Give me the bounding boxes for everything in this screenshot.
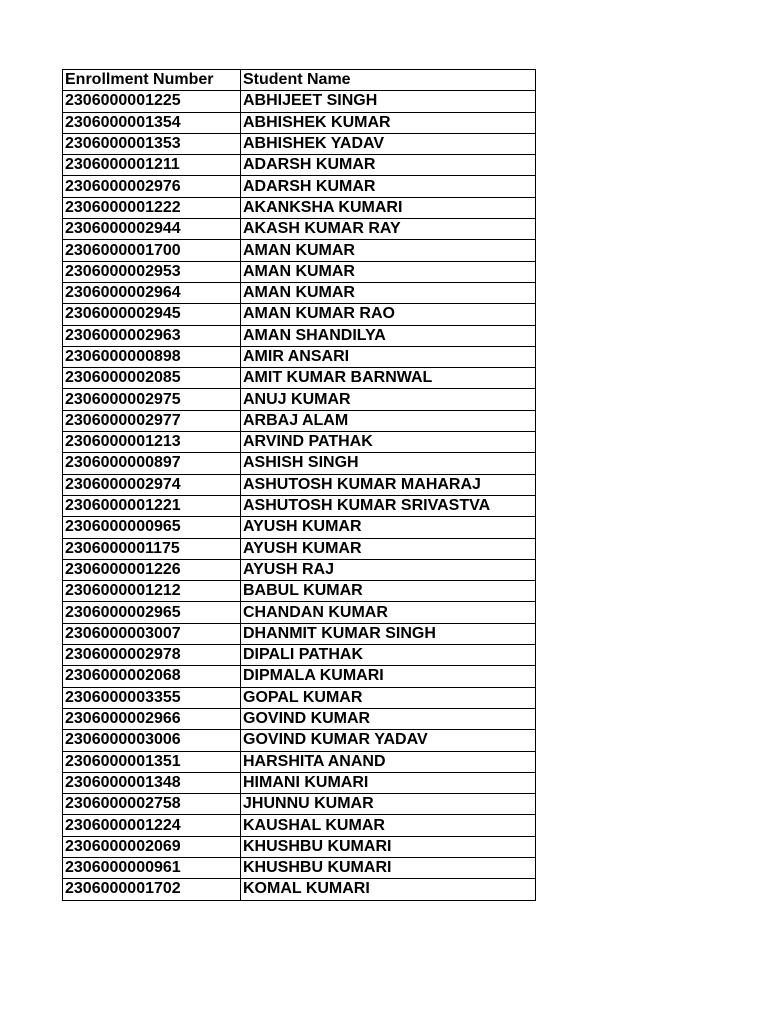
student-name-cell: GOVIND KUMAR YADAV — [241, 730, 536, 751]
student-name-cell: ARBAJ ALAM — [241, 410, 536, 431]
student-name-cell: HARSHITA ANAND — [241, 751, 536, 772]
student-name-cell: JHUNNU KUMAR — [241, 794, 536, 815]
table-row — [63, 133, 536, 154]
student-name-cell: KOMAL KUMARI — [241, 879, 536, 900]
student-name-cell: AYUSH KUMAR — [241, 517, 536, 538]
header-row — [63, 70, 536, 91]
student-name-cell: AMIR ANSARI — [241, 346, 536, 367]
table-row — [63, 836, 536, 857]
table-row — [63, 559, 536, 580]
student-name-cell: CHANDAN KUMAR — [241, 602, 536, 623]
enrollment-number-cell: 2306000002963 — [63, 325, 241, 346]
table-row — [63, 495, 536, 516]
student-name-cell: KHUSHBU KUMARI — [241, 836, 536, 857]
student-name-cell: ANUJ KUMAR — [241, 389, 536, 410]
table-row — [63, 751, 536, 772]
table-row — [63, 602, 536, 623]
student-name-cell: BABUL KUMAR — [241, 581, 536, 602]
student-name-header: Student Name — [241, 70, 536, 91]
enrollment-number-cell: 2306000002953 — [63, 261, 241, 282]
student-name-cell: AMAN KUMAR RAO — [241, 304, 536, 325]
table-row — [63, 432, 536, 453]
enrollment-number-cell: 2306000002977 — [63, 410, 241, 431]
table-body — [63, 91, 536, 900]
enrollment-number-cell: 2306000001226 — [63, 559, 241, 580]
table-row — [63, 474, 536, 495]
enrollment-number-cell: 2306000002974 — [63, 474, 241, 495]
table-row — [63, 687, 536, 708]
table-row — [63, 389, 536, 410]
enrollment-number-cell: 2306000001351 — [63, 751, 241, 772]
enrollment-number-cell: 2306000001211 — [63, 155, 241, 176]
table-row — [63, 581, 536, 602]
student-name-cell: DIPALI PATHAK — [241, 645, 536, 666]
table-row — [63, 708, 536, 729]
student-name-cell: AMAN SHANDILYA — [241, 325, 536, 346]
enrollment-number-cell: 2306000000961 — [63, 857, 241, 878]
enrollment-number-cell: 2306000002978 — [63, 645, 241, 666]
enrollment-number-cell: 2306000001700 — [63, 240, 241, 261]
student-name-cell: ABHIJEET SINGH — [241, 91, 536, 112]
table-row — [63, 112, 536, 133]
enrollment-number-cell: 2306000002965 — [63, 602, 241, 623]
enrollment-number-cell: 2306000001224 — [63, 815, 241, 836]
student-name-cell: AMAN KUMAR — [241, 240, 536, 261]
student-name-cell: AKANKSHA KUMARI — [241, 197, 536, 218]
enrollment-number-header: Enrollment Number — [63, 70, 241, 91]
enrollment-number-cell: 2306000001702 — [63, 879, 241, 900]
table-row — [63, 730, 536, 751]
student-name-cell: ADARSH KUMAR — [241, 176, 536, 197]
student-name-cell: AMAN KUMAR — [241, 282, 536, 303]
student-name-cell: HIMANI KUMARI — [241, 772, 536, 793]
student-table — [62, 69, 536, 901]
table-row — [63, 410, 536, 431]
table-row — [63, 794, 536, 815]
enrollment-number-cell: 2306000001348 — [63, 772, 241, 793]
enrollment-number-cell: 2306000002068 — [63, 666, 241, 687]
student-name-cell: AMIT KUMAR BARNWAL — [241, 368, 536, 389]
enrollment-number-cell: 2306000000898 — [63, 346, 241, 367]
enrollment-number-cell: 2306000000897 — [63, 453, 241, 474]
enrollment-number-cell: 2306000001212 — [63, 581, 241, 602]
table-row — [63, 772, 536, 793]
table-row — [63, 857, 536, 878]
student-name-cell: ADARSH KUMAR — [241, 155, 536, 176]
table-row — [63, 91, 536, 112]
student-name-cell: ASHUTOSH KUMAR MAHARAJ — [241, 474, 536, 495]
enrollment-number-cell: 2306000003007 — [63, 623, 241, 644]
student-name-cell: GOVIND KUMAR — [241, 708, 536, 729]
table-row — [63, 240, 536, 261]
student-name-cell: KAUSHAL KUMAR — [241, 815, 536, 836]
enrollment-number-cell: 2306000002966 — [63, 708, 241, 729]
enrollment-number-cell: 2306000001354 — [63, 112, 241, 133]
table-row — [63, 645, 536, 666]
enrollment-number-cell: 2306000003006 — [63, 730, 241, 751]
enrollment-number-cell: 2306000002964 — [63, 282, 241, 303]
student-name-cell: DIPMALA KUMARI — [241, 666, 536, 687]
enrollment-number-cell: 2306000002069 — [63, 836, 241, 857]
table-row — [63, 879, 536, 900]
student-name-cell: AYUSH RAJ — [241, 559, 536, 580]
student-name-cell: ASHUTOSH KUMAR SRIVASTVA — [241, 495, 536, 516]
table-header — [63, 70, 536, 91]
student-name-cell: ABHISHEK YADAV — [241, 133, 536, 154]
enrollment-number-cell: 2306000001213 — [63, 432, 241, 453]
enrollment-number-cell: 2306000001222 — [63, 197, 241, 218]
student-name-cell: DHANMIT KUMAR SINGH — [241, 623, 536, 644]
table-row — [63, 282, 536, 303]
enrollment-number-cell: 2306000002758 — [63, 794, 241, 815]
enrollment-number-cell: 2306000000965 — [63, 517, 241, 538]
enrollment-number-cell: 2306000002945 — [63, 304, 241, 325]
enrollment-number-cell: 2306000002975 — [63, 389, 241, 410]
table-row — [63, 623, 536, 644]
student-name-cell: AMAN KUMAR — [241, 261, 536, 282]
student-name-cell: AYUSH KUMAR — [241, 538, 536, 559]
table-row — [63, 815, 536, 836]
table-row — [63, 219, 536, 240]
table-row — [63, 538, 536, 559]
student-name-cell: ABHISHEK KUMAR — [241, 112, 536, 133]
enrollment-number-cell: 2306000002944 — [63, 219, 241, 240]
student-name-cell: GOPAL KUMAR — [241, 687, 536, 708]
student-name-cell: ASHISH SINGH — [241, 453, 536, 474]
table-row — [63, 197, 536, 218]
enrollment-number-cell: 2306000001225 — [63, 91, 241, 112]
enrollment-number-cell: 2306000002085 — [63, 368, 241, 389]
table-row — [63, 666, 536, 687]
student-name-cell: KHUSHBU KUMARI — [241, 857, 536, 878]
table-row — [63, 346, 536, 367]
table-row — [63, 304, 536, 325]
table-row — [63, 453, 536, 474]
student-name-cell: AKASH KUMAR RAY — [241, 219, 536, 240]
table-row — [63, 368, 536, 389]
table-row — [63, 325, 536, 346]
enrollment-number-cell: 2306000002976 — [63, 176, 241, 197]
enrollment-number-cell: 2306000001175 — [63, 538, 241, 559]
table-row — [63, 261, 536, 282]
table-row — [63, 517, 536, 538]
enrollment-number-cell: 2306000001221 — [63, 495, 241, 516]
table-row — [63, 155, 536, 176]
table-row — [63, 176, 536, 197]
student-name-cell: ARVIND PATHAK — [241, 432, 536, 453]
enrollment-number-cell: 2306000001353 — [63, 133, 241, 154]
enrollment-number-cell: 2306000003355 — [63, 687, 241, 708]
